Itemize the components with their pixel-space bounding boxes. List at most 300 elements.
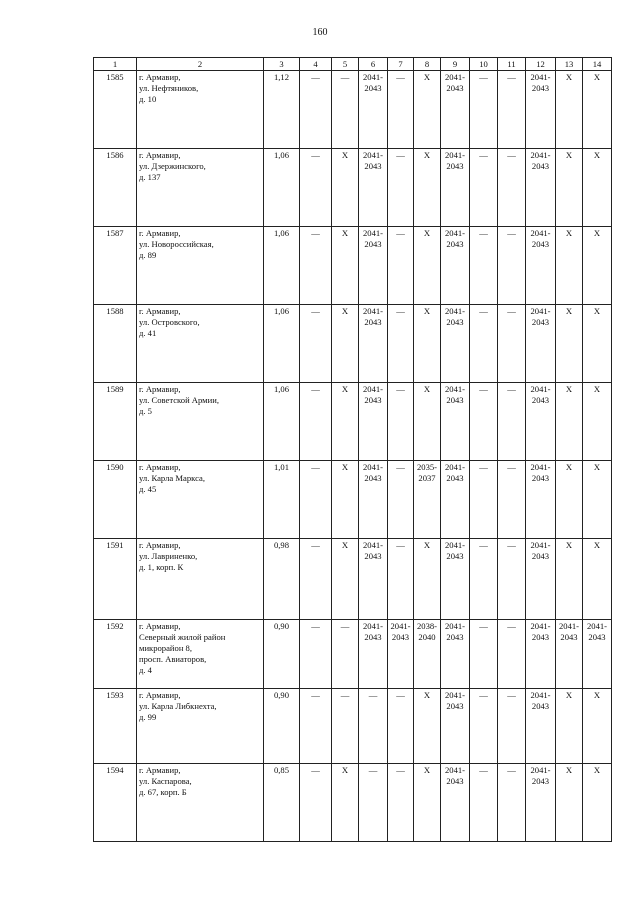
cell-text: 2043: [531, 632, 550, 642]
cell-text: 2041-: [362, 72, 384, 82]
column-6-cell: [359, 689, 388, 764]
cell-text: д. 41: [139, 328, 157, 338]
column-7-cell: [388, 149, 414, 227]
column-3-cell: [264, 689, 300, 764]
cell-text: 2041-: [444, 228, 466, 238]
cell-text: —: [507, 462, 516, 472]
column-4-cell: [300, 383, 332, 461]
cell-text: X: [341, 228, 349, 238]
cell-text: —: [507, 228, 516, 238]
address-cell: [137, 689, 264, 764]
column-10-cell: [470, 689, 498, 764]
cell-text: 2041-: [530, 306, 551, 316]
cell-text: —: [507, 765, 516, 775]
column-4-cell: [300, 539, 332, 620]
column-11-cell: [498, 539, 526, 620]
cell-text: 2043: [446, 551, 464, 561]
cell-text: 2043: [364, 632, 382, 642]
column-13-cell: [556, 71, 583, 149]
cell-text: —: [311, 72, 320, 82]
address-cell: [137, 71, 264, 149]
column-3-cell: [264, 620, 300, 689]
cell-text: —: [479, 306, 488, 316]
cell-text: 1594: [106, 765, 124, 775]
cell-text: 2041-: [530, 150, 551, 160]
cell-text: X: [341, 306, 349, 316]
row-number-cell: [94, 764, 137, 842]
column-6-cell: [359, 620, 388, 689]
column-3-cell: [264, 149, 300, 227]
column-10-cell: [470, 149, 498, 227]
column-11-cell: [498, 689, 526, 764]
table-row: [94, 383, 612, 461]
cell-text: г. Армавир,: [139, 690, 181, 700]
column-header: 3: [264, 58, 300, 71]
cell-text: X: [423, 765, 431, 775]
column-14-cell: [583, 383, 612, 461]
cell-text: 2041-: [444, 384, 466, 394]
cell-text: —: [396, 690, 405, 700]
cell-text: 2037: [418, 473, 436, 483]
cell-text: 0,98: [273, 540, 290, 550]
cell-text: 2035-: [416, 462, 438, 472]
cell-text: 0,90: [273, 690, 290, 700]
row-number-cell: [94, 227, 137, 305]
column-10-cell: [470, 461, 498, 539]
cell-text: 2041-: [444, 150, 466, 160]
cell-text: —: [507, 540, 516, 550]
address-cell: [137, 305, 264, 383]
cell-text: X: [593, 150, 601, 160]
column-11-cell: [498, 383, 526, 461]
row-number-cell: [94, 461, 137, 539]
cell-text: 2041-: [530, 72, 551, 82]
cell-text: —: [311, 621, 320, 631]
cell-text: X: [593, 765, 601, 775]
cell-text: —: [396, 462, 405, 472]
cell-text: 2043: [531, 395, 550, 405]
cell-text: X: [565, 690, 573, 700]
cell-text: —: [479, 690, 488, 700]
address-cell: [137, 620, 264, 689]
column-5-cell: [332, 461, 359, 539]
column-header: 5: [332, 58, 359, 71]
cell-text: 2041-: [530, 540, 551, 550]
column-12-cell: [526, 71, 556, 149]
column-3-cell: [264, 461, 300, 539]
cell-text: 2043: [364, 551, 382, 561]
column-9-cell: [441, 305, 470, 383]
cell-text: 2041-: [362, 228, 384, 238]
cell-text: 2043: [531, 473, 550, 483]
cell-text: 1,06: [273, 384, 290, 394]
cell-text: —: [396, 228, 405, 238]
cell-text: г. Армавир,: [139, 462, 181, 472]
cell-text: 2041-: [362, 540, 384, 550]
cell-text: 1591: [106, 540, 124, 550]
cell-text: 1590: [106, 462, 124, 472]
cell-text: 2043: [446, 701, 464, 711]
column-3-cell: [264, 71, 300, 149]
cell-text: 2043: [364, 239, 382, 249]
column-13-cell: [556, 227, 583, 305]
column-13-cell: [556, 764, 583, 842]
column-8-cell: [414, 71, 441, 149]
column-8-cell: [414, 461, 441, 539]
cell-text: ул. Карла Либкнехта,: [139, 701, 217, 711]
cell-text: 2041-: [362, 150, 384, 160]
column-11-cell: [498, 620, 526, 689]
column-12-cell: [526, 149, 556, 227]
column-9-cell: [441, 149, 470, 227]
column-14-cell: [583, 227, 612, 305]
cell-text: —: [340, 72, 350, 82]
address-cell: [137, 149, 264, 227]
cell-text: 2041-: [444, 306, 466, 316]
cell-text: 2041-: [444, 462, 466, 472]
column-8-cell: [414, 305, 441, 383]
column-header: 10: [470, 58, 498, 71]
cell-text: X: [341, 462, 349, 472]
address-cell: [137, 461, 264, 539]
cell-text: X: [593, 462, 601, 472]
cell-text: д. 10: [139, 94, 157, 104]
cell-text: 0,90: [273, 621, 290, 631]
column-7-cell: [388, 71, 414, 149]
column-14-cell: [583, 764, 612, 842]
cell-text: X: [423, 72, 431, 82]
column-header: 11: [498, 58, 526, 71]
cell-text: 1,01: [273, 462, 290, 472]
cell-text: 1588: [106, 306, 124, 316]
column-14-cell: [583, 689, 612, 764]
column-12-cell: [526, 461, 556, 539]
cell-text: X: [565, 228, 573, 238]
cell-text: X: [565, 306, 573, 316]
cell-text: 2043: [446, 317, 464, 327]
column-10-cell: [470, 620, 498, 689]
column-9-cell: [441, 539, 470, 620]
address-cell: [137, 227, 264, 305]
cell-text: X: [593, 540, 601, 550]
cell-text: X: [341, 765, 349, 775]
cell-text: 2041-: [444, 690, 466, 700]
row-number-cell: [94, 71, 137, 149]
column-header: 9: [441, 58, 470, 71]
cell-text: 2041-: [530, 384, 551, 394]
cell-text: ул. Новороссийская,: [139, 239, 214, 249]
cell-text: X: [565, 72, 573, 82]
cell-text: 2043: [531, 317, 550, 327]
row-number-cell: [94, 620, 137, 689]
cell-text: —: [479, 540, 488, 550]
cell-text: 2043: [446, 632, 464, 642]
cell-text: 2043: [531, 161, 550, 171]
column-6-cell: [359, 71, 388, 149]
column-12-cell: [526, 305, 556, 383]
cell-text: д. 89: [139, 250, 157, 260]
cell-text: —: [396, 384, 405, 394]
column-14-cell: [583, 71, 612, 149]
cell-text: 2041-: [390, 621, 411, 631]
cell-text: —: [340, 690, 350, 700]
column-7-cell: [388, 764, 414, 842]
column-7-cell: [388, 305, 414, 383]
cell-text: 2043: [446, 161, 464, 171]
column-9-cell: [441, 764, 470, 842]
cell-text: 2043: [364, 395, 382, 405]
cell-text: —: [396, 540, 405, 550]
column-9-cell: [441, 689, 470, 764]
table-row: [94, 689, 612, 764]
column-5-cell: [332, 71, 359, 149]
column-11-cell: [498, 764, 526, 842]
column-4-cell: [300, 149, 332, 227]
cell-text: 1,06: [273, 150, 290, 160]
cell-text: —: [311, 384, 320, 394]
column-header: 13: [556, 58, 583, 71]
column-7-cell: [388, 461, 414, 539]
cell-text: 2043: [391, 632, 410, 642]
row-number-cell: [94, 149, 137, 227]
column-8-cell: [414, 227, 441, 305]
column-5-cell: [332, 539, 359, 620]
cell-text: X: [341, 384, 349, 394]
cell-text: д. 137: [139, 172, 161, 182]
column-header: 12: [526, 58, 556, 71]
cell-text: 2041-: [530, 765, 551, 775]
cell-text: д. 99: [139, 712, 157, 722]
address-cell: [137, 539, 264, 620]
cell-text: г. Армавир,: [139, 228, 181, 238]
column-4-cell: [300, 461, 332, 539]
column-9-cell: [441, 71, 470, 149]
column-12-cell: [526, 539, 556, 620]
address-cell: [137, 383, 264, 461]
column-11-cell: [498, 305, 526, 383]
column-4-cell: [300, 227, 332, 305]
column-5-cell: [332, 149, 359, 227]
address-cell: [137, 764, 264, 842]
column-9-cell: [441, 461, 470, 539]
column-6-cell: [359, 539, 388, 620]
cell-text: X: [423, 690, 431, 700]
column-8-cell: [414, 383, 441, 461]
cell-text: —: [311, 306, 320, 316]
cell-text: 2043: [364, 317, 382, 327]
cell-text: 2040: [418, 632, 436, 642]
column-13-cell: [556, 539, 583, 620]
cell-text: X: [423, 150, 431, 160]
cell-text: д. 1, корп. К: [139, 562, 184, 572]
cell-text: 1593: [106, 690, 124, 700]
row-number-cell: [94, 305, 137, 383]
cell-text: 0,85: [273, 765, 290, 775]
cell-text: 2041-: [362, 384, 384, 394]
column-7-cell: [388, 227, 414, 305]
cell-text: Северный жилой район: [139, 632, 226, 642]
column-10-cell: [470, 227, 498, 305]
column-12-cell: [526, 227, 556, 305]
table-row: [94, 227, 612, 305]
cell-text: X: [423, 384, 431, 394]
cell-text: —: [396, 150, 405, 160]
cell-text: —: [479, 150, 488, 160]
column-6-cell: [359, 461, 388, 539]
cell-text: —: [396, 765, 405, 775]
column-4-cell: [300, 305, 332, 383]
cell-text: —: [311, 228, 320, 238]
cell-text: 2041-: [558, 621, 580, 631]
column-7-cell: [388, 689, 414, 764]
column-9-cell: [441, 383, 470, 461]
cell-text: —: [479, 765, 488, 775]
cell-text: г. Армавир,: [139, 384, 181, 394]
cell-text: 2043: [446, 239, 464, 249]
cell-text: 2043: [531, 239, 550, 249]
column-14-cell: [583, 539, 612, 620]
cell-text: —: [507, 690, 516, 700]
column-header: 7: [388, 58, 414, 71]
column-7-cell: [388, 539, 414, 620]
cell-text: 2043: [531, 551, 550, 561]
cell-text: 2043: [364, 83, 382, 93]
cell-text: д. 45: [139, 484, 157, 494]
cell-text: 2041-: [530, 621, 551, 631]
column-7-cell: [388, 620, 414, 689]
cell-text: X: [423, 540, 431, 550]
cell-text: X: [341, 150, 349, 160]
cell-text: д. 67, корп. Б: [139, 787, 187, 797]
cell-text: X: [593, 690, 601, 700]
cell-text: 1587: [106, 228, 124, 238]
cell-text: 2041-: [444, 621, 466, 631]
cell-text: 2043: [531, 83, 550, 93]
column-13-cell: [556, 620, 583, 689]
cell-text: 2038-: [416, 621, 438, 631]
cell-text: г. Армавир,: [139, 150, 181, 160]
table-row: [94, 71, 612, 149]
column-8-cell: [414, 539, 441, 620]
cell-text: —: [507, 306, 516, 316]
column-12-cell: [526, 689, 556, 764]
column-12-cell: [526, 764, 556, 842]
row-number-cell: [94, 383, 137, 461]
cell-text: X: [565, 384, 573, 394]
column-14-cell: [583, 620, 612, 689]
column-6-cell: [359, 227, 388, 305]
table-row: [94, 620, 612, 689]
column-13-cell: [556, 305, 583, 383]
cell-text: д. 4: [139, 665, 152, 675]
cell-text: г. Армавир,: [139, 306, 181, 316]
column-4-cell: [300, 71, 332, 149]
cell-text: г. Армавир,: [139, 621, 181, 631]
cell-text: 2043: [364, 161, 382, 171]
cell-text: г. Армавир,: [139, 540, 181, 550]
cell-text: —: [396, 306, 405, 316]
cell-text: 1,06: [273, 228, 290, 238]
cell-text: 2041-: [530, 462, 551, 472]
cell-text: ул. Дзержинского,: [139, 161, 206, 171]
cell-text: —: [311, 765, 320, 775]
cell-text: 2041-: [530, 690, 551, 700]
cell-text: X: [565, 150, 573, 160]
column-3-cell: [264, 227, 300, 305]
cell-text: X: [565, 765, 573, 775]
column-3-cell: [264, 383, 300, 461]
column-14-cell: [583, 305, 612, 383]
cell-text: ул. Островского,: [139, 317, 200, 327]
column-9-cell: [441, 620, 470, 689]
column-11-cell: [498, 149, 526, 227]
cell-text: д. 5: [139, 406, 152, 416]
column-6-cell: [359, 149, 388, 227]
column-12-cell: [526, 620, 556, 689]
table-row: [94, 305, 612, 383]
table-row: [94, 461, 612, 539]
cell-text: X: [593, 72, 601, 82]
cell-text: X: [565, 462, 573, 472]
column-13-cell: [556, 461, 583, 539]
cell-text: —: [479, 462, 488, 472]
cell-text: микрорайон 8,: [139, 643, 193, 653]
cell-text: ул. Карла Маркса,: [139, 473, 205, 483]
column-5-cell: [332, 227, 359, 305]
table-row: [94, 539, 612, 620]
cell-text: 1585: [106, 72, 124, 82]
row-number-cell: [94, 539, 137, 620]
column-5-cell: [332, 764, 359, 842]
column-4-cell: [300, 764, 332, 842]
cell-text: 1586: [106, 150, 124, 160]
cell-text: 2043: [560, 632, 578, 642]
cell-text: 2041-: [444, 72, 466, 82]
cell-text: 2043: [446, 83, 464, 93]
cell-text: —: [479, 228, 488, 238]
column-3-cell: [264, 764, 300, 842]
cell-text: ул. Каспарова,: [139, 776, 192, 786]
column-10-cell: [470, 764, 498, 842]
column-5-cell: [332, 383, 359, 461]
cell-text: —: [507, 384, 516, 394]
cell-text: ул. Лавриненко,: [139, 551, 198, 561]
cell-text: —: [479, 72, 488, 82]
data-table: [93, 57, 612, 842]
cell-text: г. Армавир,: [139, 72, 181, 82]
column-6-cell: [359, 764, 388, 842]
cell-text: X: [593, 306, 601, 316]
column-7-cell: [388, 383, 414, 461]
column-13-cell: [556, 383, 583, 461]
cell-text: —: [311, 150, 320, 160]
column-5-cell: [332, 620, 359, 689]
table-row: [94, 764, 612, 842]
column-11-cell: [498, 227, 526, 305]
column-4-cell: [300, 620, 332, 689]
column-6-cell: [359, 383, 388, 461]
cell-text: X: [423, 228, 431, 238]
column-10-cell: [470, 71, 498, 149]
cell-text: 1,06: [273, 306, 290, 316]
column-8-cell: [414, 689, 441, 764]
cell-text: —: [507, 150, 516, 160]
column-6-cell: [359, 305, 388, 383]
header-row: [94, 58, 612, 71]
cell-text: X: [565, 540, 573, 550]
column-5-cell: [332, 689, 359, 764]
column-header: 14: [583, 58, 612, 71]
